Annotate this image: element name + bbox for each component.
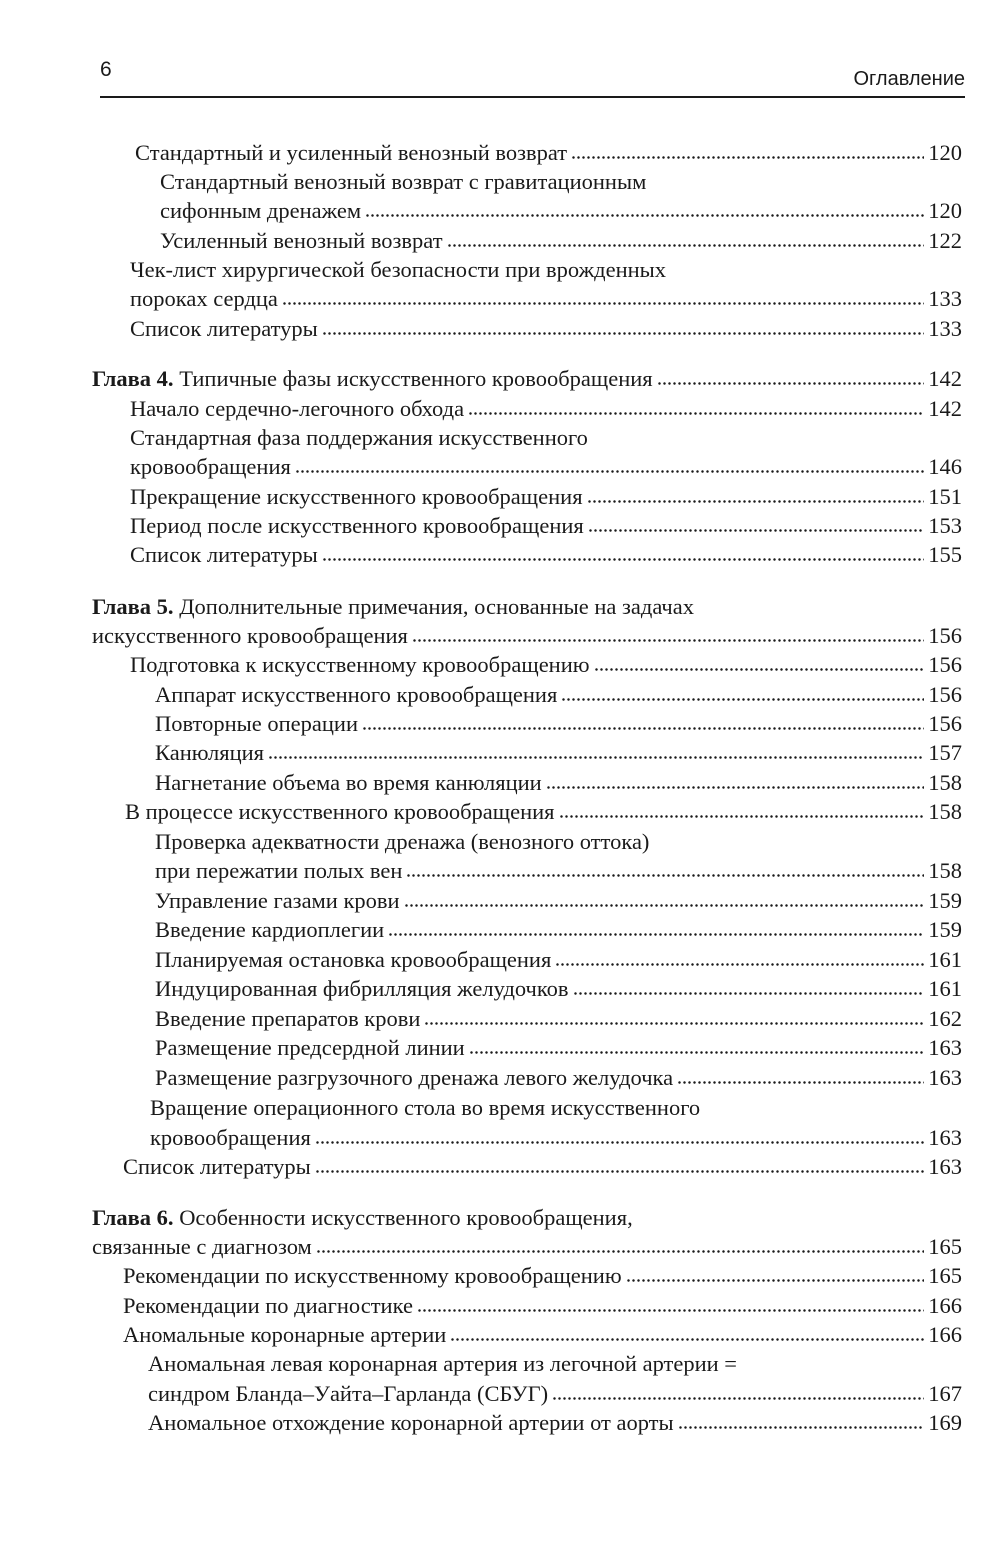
toc-entry-text bbox=[150, 1093, 700, 1123]
toc-entry bbox=[130, 394, 962, 424]
toc-entry-text bbox=[160, 226, 443, 256]
toc-page-number: 158 bbox=[928, 858, 962, 883]
toc-page-number: 167 bbox=[928, 1381, 962, 1406]
toc-entry-text bbox=[155, 709, 358, 739]
toc-entry bbox=[155, 1063, 962, 1093]
toc-page-number: 163 bbox=[928, 1125, 962, 1150]
chapter-label: Глава 6. bbox=[92, 1205, 174, 1230]
toc-entry-text bbox=[155, 738, 264, 768]
toc-entry bbox=[155, 1004, 962, 1034]
toc-page-number: 169 bbox=[928, 1410, 962, 1435]
toc-entry bbox=[155, 915, 962, 945]
dot-leader bbox=[573, 991, 925, 996]
dot-leader bbox=[546, 785, 925, 790]
toc-entry-title: Размещение разгрузочного дренажа левого желудочка bbox=[155, 1065, 674, 1090]
toc-entry-title: Вращение операционного стола во время искусственного bbox=[150, 1095, 701, 1120]
toc-page-number: 156 bbox=[928, 711, 962, 736]
toc-entry-text bbox=[92, 592, 694, 622]
toc-page-number: 161 bbox=[928, 947, 962, 972]
toc-entry-title: Прекращение искусственного кровообращения bbox=[130, 484, 583, 509]
toc-entry-text bbox=[130, 511, 584, 541]
dot-leader bbox=[447, 243, 925, 248]
toc-entry bbox=[155, 856, 962, 886]
dot-leader bbox=[677, 1080, 924, 1085]
toc-page-number: 166 bbox=[928, 1293, 962, 1318]
toc-entry-text bbox=[92, 621, 408, 651]
dot-leader bbox=[268, 755, 924, 760]
dot-leader bbox=[588, 528, 924, 533]
dot-leader bbox=[555, 962, 924, 967]
toc-entry bbox=[148, 1349, 962, 1379]
toc-page-number: 159 bbox=[928, 888, 962, 913]
toc-entry-text bbox=[92, 364, 653, 394]
toc-entry-text bbox=[155, 768, 542, 798]
toc-entry-text bbox=[130, 394, 464, 424]
toc-entry-text bbox=[155, 680, 557, 710]
toc-page-number: 142 bbox=[928, 366, 962, 391]
chapter-label: Глава 5. bbox=[92, 594, 174, 619]
toc-entry bbox=[150, 1093, 962, 1123]
toc-entry-title: кровообращения bbox=[130, 454, 291, 479]
toc-entry bbox=[155, 945, 962, 975]
toc-entry bbox=[123, 1261, 962, 1291]
toc-entry bbox=[130, 452, 962, 482]
toc-entry-text bbox=[150, 1123, 311, 1153]
toc-entry-title: Проверка адекватности дренажа (венозного оттока) bbox=[155, 829, 650, 854]
toc-page-number: 151 bbox=[928, 484, 962, 509]
toc-entry-title: Нагнетание объема во время канюляции bbox=[155, 770, 542, 795]
toc-entry-title: Чек-лист хирургической безопасности при врожденных bbox=[130, 257, 667, 282]
toc-page-number: 122 bbox=[928, 228, 962, 253]
toc-page-number: 146 bbox=[928, 454, 962, 479]
toc-entry bbox=[130, 423, 962, 453]
toc-entry-title: Размещение предсердной линии bbox=[155, 1035, 465, 1060]
toc-entry bbox=[160, 167, 962, 197]
toc-page-number: 165 bbox=[928, 1234, 962, 1259]
dot-leader bbox=[388, 932, 924, 937]
toc-entry-text bbox=[155, 886, 400, 916]
toc-entry-text bbox=[130, 314, 318, 344]
dot-leader bbox=[424, 1021, 924, 1026]
toc-entry bbox=[130, 284, 962, 314]
toc-page-number: 133 bbox=[928, 286, 962, 311]
toc-page-number: 163 bbox=[928, 1035, 962, 1060]
toc-entry-text bbox=[160, 167, 646, 197]
page-number: 6 bbox=[100, 58, 112, 81]
toc-entry bbox=[130, 255, 962, 285]
dot-leader bbox=[322, 557, 924, 562]
toc-page-number: 156 bbox=[928, 652, 962, 677]
toc-entry-title: Индуцированная фибрилляция желудочков bbox=[155, 976, 569, 1001]
dot-leader bbox=[365, 213, 924, 218]
toc-page-number: 166 bbox=[928, 1322, 962, 1347]
toc-entry bbox=[125, 797, 962, 827]
toc-entry bbox=[155, 680, 962, 710]
toc-entry-text bbox=[155, 827, 649, 857]
toc-page-number: 165 bbox=[928, 1263, 962, 1288]
toc-entry-title: Типичные фазы искусственного кровообращения bbox=[173, 366, 653, 391]
chapter-label: Глава 4. bbox=[92, 366, 174, 391]
dot-leader bbox=[678, 1425, 925, 1430]
toc-entry-title: Повторные операции bbox=[155, 711, 359, 736]
toc-entry-title: Особенности искусственного кровообращения, bbox=[173, 1205, 633, 1230]
toc-entry-title: Начало сердечно-легочного обхода bbox=[130, 396, 465, 421]
running-title: Оглавление bbox=[853, 68, 965, 90]
toc-entry-text bbox=[123, 1291, 413, 1321]
toc-entry-title: Аппарат искусственного кровообращения bbox=[155, 682, 558, 707]
toc-entry-text bbox=[155, 974, 569, 1004]
dot-leader bbox=[571, 155, 924, 160]
toc-page-number: 163 bbox=[928, 1154, 962, 1179]
toc-page-number: 162 bbox=[928, 1006, 962, 1031]
toc-entry-title: пороках сердца bbox=[130, 286, 278, 311]
toc-entry bbox=[155, 886, 962, 916]
toc-entry-text bbox=[92, 1232, 312, 1262]
toc-entry bbox=[123, 1320, 962, 1350]
toc-entry bbox=[123, 1291, 962, 1321]
toc-entry-title: Введение кардиоплегии bbox=[155, 917, 385, 942]
toc-entry bbox=[130, 314, 962, 344]
dot-leader bbox=[657, 381, 925, 386]
toc-entry-title: Стандартный и усиленный венозный возврат bbox=[135, 140, 568, 165]
toc-entry bbox=[155, 827, 962, 857]
toc-entry-title: Рекомендации по диагностике bbox=[123, 1293, 413, 1318]
toc-page-number: 156 bbox=[928, 623, 962, 648]
toc-page-number: 133 bbox=[928, 316, 962, 341]
dot-leader bbox=[626, 1278, 925, 1283]
toc-entry-title: Список литературы bbox=[130, 542, 318, 567]
toc-entry-text bbox=[130, 284, 278, 314]
chapter-heading bbox=[92, 1203, 962, 1233]
toc-entry-title: при пережатии полых вен bbox=[155, 858, 403, 883]
toc-entry-title: Подготовка к искусственному кровообращению bbox=[130, 652, 590, 677]
toc-entry bbox=[123, 1152, 962, 1182]
dot-leader bbox=[412, 638, 924, 643]
toc-entry-title: Управление газами крови bbox=[155, 888, 400, 913]
toc-entry-text bbox=[130, 452, 291, 482]
toc-entry bbox=[150, 1123, 962, 1153]
toc-entry-title: Канюляция bbox=[155, 740, 264, 765]
toc-entry bbox=[130, 482, 962, 512]
toc-entry-text bbox=[123, 1261, 622, 1291]
toc-entry-text bbox=[148, 1408, 674, 1438]
toc-entry-title: Аномальное отхождение коронарной артерии от аорты bbox=[148, 1410, 674, 1435]
toc-page-number: 163 bbox=[928, 1065, 962, 1090]
dot-leader bbox=[559, 814, 925, 819]
toc-entry-text bbox=[130, 540, 318, 570]
toc-entry-text bbox=[123, 1152, 311, 1182]
toc-entry-title: Планируемая остановка кровообращения bbox=[155, 947, 552, 972]
toc-entry-text bbox=[148, 1379, 548, 1409]
toc-entry-text bbox=[130, 482, 583, 512]
toc-entry bbox=[135, 138, 962, 168]
toc-entry bbox=[155, 1033, 962, 1063]
toc-entry-text bbox=[130, 255, 666, 285]
toc-entry bbox=[160, 196, 962, 226]
toc-page-number: 120 bbox=[928, 140, 962, 165]
toc-entry-title: связанные с диагнозом bbox=[92, 1234, 312, 1259]
toc-page-number: 157 bbox=[928, 740, 962, 765]
toc-entry bbox=[155, 974, 962, 1004]
toc-entry-text bbox=[130, 650, 590, 680]
toc-entry bbox=[92, 621, 962, 651]
dot-leader bbox=[322, 331, 924, 336]
toc-entry-title: кровообращения bbox=[150, 1125, 311, 1150]
toc-page-number: 142 bbox=[928, 396, 962, 421]
toc-entry-title: В процессе искусственного кровообращения bbox=[125, 799, 555, 824]
toc-entry-text bbox=[155, 1033, 465, 1063]
chapter-heading bbox=[92, 592, 962, 622]
dot-leader bbox=[295, 469, 924, 474]
toc-entry-text bbox=[155, 1063, 673, 1093]
dot-leader bbox=[315, 1140, 924, 1145]
toc-entry bbox=[155, 768, 962, 798]
toc-entry-text bbox=[148, 1349, 737, 1379]
toc-entry bbox=[148, 1408, 962, 1438]
toc-entry-title: Введение препаратов крови bbox=[155, 1006, 421, 1031]
toc-entry bbox=[130, 650, 962, 680]
toc-entry-text bbox=[155, 856, 402, 886]
toc-entry bbox=[155, 709, 962, 739]
toc-page-number: 158 bbox=[928, 799, 962, 824]
toc-entry-title: Дополнительные примечания, основанные на задачах bbox=[173, 594, 694, 619]
toc-page-number: 155 bbox=[928, 542, 962, 567]
toc-entry-title: Аномальные коронарные артерии bbox=[123, 1322, 447, 1347]
toc-entry-title: Усиленный венозный возврат bbox=[160, 228, 443, 253]
toc-page-number: 153 bbox=[928, 513, 962, 538]
chapter-heading bbox=[92, 364, 962, 394]
toc-entry bbox=[130, 540, 962, 570]
dot-leader bbox=[404, 903, 925, 908]
dot-leader bbox=[469, 1050, 925, 1055]
toc-entry bbox=[130, 511, 962, 541]
toc-entry-title: искусственного кровообращения bbox=[92, 623, 408, 648]
toc-entry-title: Список литературы bbox=[130, 316, 318, 341]
toc-entry-title: Стандартный венозный возврат с гравитационным bbox=[160, 169, 647, 194]
dot-leader bbox=[315, 1169, 924, 1174]
toc-page-number: 158 bbox=[928, 770, 962, 795]
toc-entry-text bbox=[155, 915, 384, 945]
dot-leader bbox=[468, 411, 924, 416]
toc-entry-title: Список литературы bbox=[123, 1154, 311, 1179]
toc-page-number: 120 bbox=[928, 198, 962, 223]
toc-entry-title: Аномальная левая коронарная артерия из легочной артерии = bbox=[148, 1351, 737, 1376]
toc-entry-text bbox=[135, 138, 567, 168]
toc-entry-title: Рекомендации по искусственному кровообращению bbox=[123, 1263, 622, 1288]
toc-page-number: 156 bbox=[928, 682, 962, 707]
toc-page-number: 159 bbox=[928, 917, 962, 942]
dot-leader bbox=[594, 667, 925, 672]
toc-page-number: 161 bbox=[928, 976, 962, 1001]
dot-leader bbox=[552, 1396, 924, 1401]
toc-entry bbox=[160, 226, 962, 256]
toc-entry-text bbox=[155, 1004, 420, 1034]
toc-entry-text bbox=[92, 1203, 633, 1233]
dot-leader bbox=[587, 499, 925, 504]
dot-leader bbox=[450, 1337, 924, 1342]
dot-leader bbox=[282, 301, 924, 306]
dot-leader bbox=[406, 873, 924, 878]
dot-leader bbox=[362, 726, 924, 731]
toc-entry bbox=[92, 1232, 962, 1262]
dot-leader bbox=[561, 697, 924, 702]
toc-entry-text bbox=[123, 1320, 446, 1350]
toc-entry-title: сифонным дренажем bbox=[160, 198, 362, 223]
toc-entry-title: Период после искусственного кровообращения bbox=[130, 513, 584, 538]
toc-entry-title: Стандартная фаза поддержания искусственного bbox=[130, 425, 588, 450]
dot-leader bbox=[316, 1249, 924, 1254]
toc-entry-text bbox=[155, 945, 551, 975]
toc-entry bbox=[148, 1379, 962, 1409]
toc-entry-text bbox=[130, 423, 588, 453]
toc-entry bbox=[155, 738, 962, 768]
toc-entry-text bbox=[125, 797, 555, 827]
toc-entry-title: синдром Бланда–Уайта–Гарланда (СБУГ) bbox=[148, 1381, 549, 1406]
dot-leader bbox=[417, 1308, 924, 1313]
toc-entry-text bbox=[160, 196, 361, 226]
